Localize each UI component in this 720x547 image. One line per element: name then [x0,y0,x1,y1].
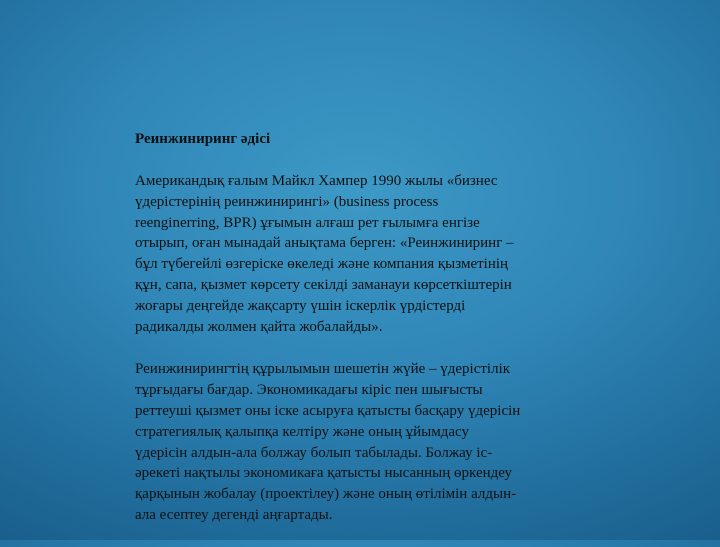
paragraph-definition: Американдық ғалым Майкл Хампер 1990 жылы «бизнес үдерістерінің реинжинирингі» (business process reenginerring, BPR) ұғымын алғаш рет ғылымға енгізе отырып, оған мынадай анықтама берген: «Реинжиниринг – бұл түбегейлі өзгеріске өкеледі және компания қызметінің құн, сапа, қызмет көрсету секілді заманауи көрсеткіштерін жоғары деңгейде жақсарту үшін іскерлік үрдістерді радикалды жолмен қайта жобалайды». [135,172,514,336]
paragraph-structure: Реинжинирингтің құрылымын шешетін жүйе – үдерістілік тұрғыдағы бағдар. Экономикадағы кіріс пен шығысты реттеуші қызмет оны іске асыруға қатысты басқару үдерісін стратегиялық қалыпқа келтіру және оның ұйымдасу үдерісін алдын-ала болжау болып табылады. Болжау іс- әрекеті нақтылы экономикаға қатысты нысанның өркендеу қарқынын жобалау (проектілеу) және оның өтілімін алдын- ала есептеу дегенді аңғартады. [135,360,521,524]
text-box [135,108,585,547]
slide-title: Реинжиниринг әдісі [135,130,271,147]
